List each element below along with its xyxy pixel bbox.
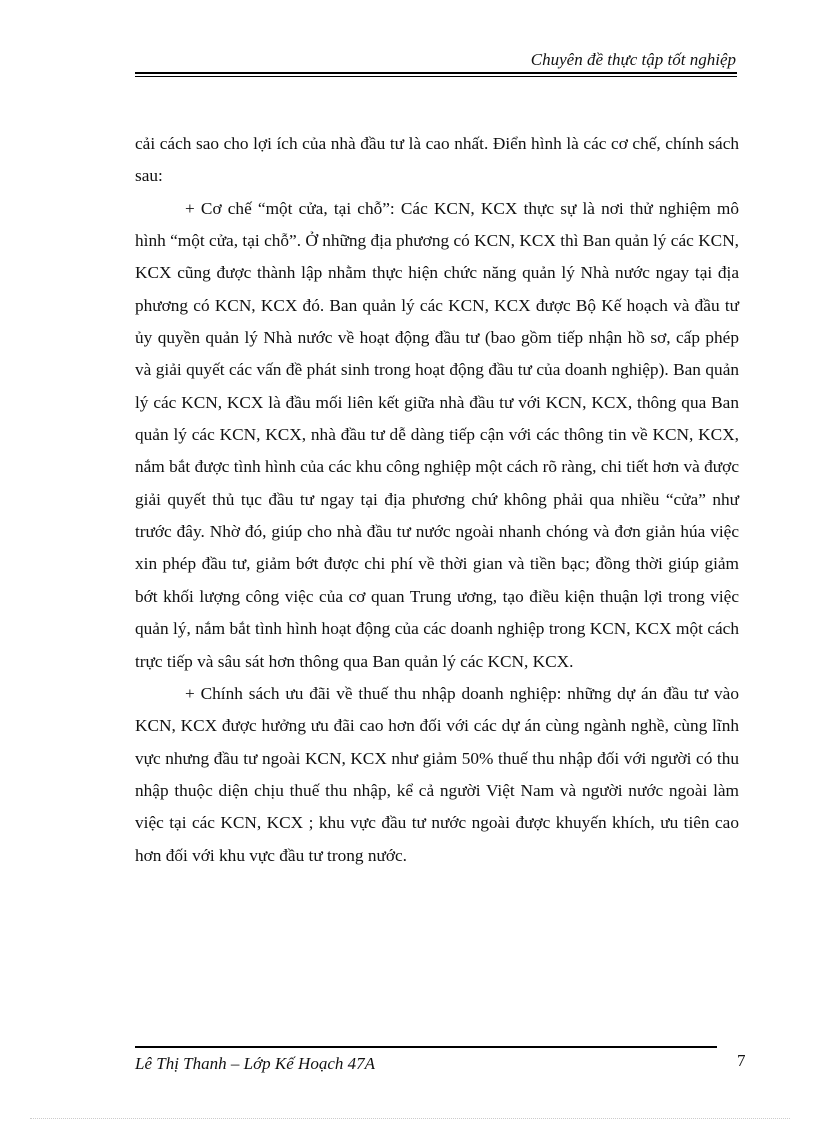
footer-rule xyxy=(135,1046,717,1048)
header-rule xyxy=(135,72,737,74)
body-text xyxy=(135,128,739,872)
paragraph-one-stop-mechanism: + Cơ chế “một cửa, tại chỗ”: Các KCN, KCX thực sự là nơi thử nghiệm mô hình “một cửa, tại chỗ”. Ở những địa phương có KCN, KCX thì Ban quản lý các KCN, KCX cũng được thành lập nhằm thực hiện chức năng quản lý Nhà nước ngay tại địa phương có KCN, KCX đó. Ban quản lý các KCN, KCX được Bộ Kế hoạch và đầu tư ủy quyền quản lý Nhà nước về hoạt động đầu tư (bao gồm tiếp nhận hồ sơ, cấp phép và giải quyết các vấn đề phát sinh trong hoạt động đầu tư của doanh nghiệp). Ban quản lý các KCN, KCX là đầu mối liên kết giữa nhà đầu tư với KCN, KCX, thông qua Ban quản lý các KCN, KCX, nhà đầu tư dễ dàng tiếp cận với các thông tin về KCN, KCX, nắm bắt được tình hình của các khu công nghiệp một cách rõ ràng, chi tiết hơn và được giải quyết thủ tục đầu tư ngay tại địa phương chứ không phải qua nhiều “cửa” như trước đây. Nhờ đó, giúp cho nhà đầu tư nước ngoài nhanh chóng và đơn giản húa việc xin phép đầu tư, giảm bớt được chi phí về thời gian và tiền bạc; đồng thời giúp giảm bớt khối lượng công việc của cơ quan Trung ương, tạo điều kiện thuận lợi trong việc quản lý, nắm bắt tình hình hoạt động của các doanh nghiệp trong KCN, KCX một cách trực tiếp và sâu sát hơn thông qua Ban quản lý các KCN, KCX. xyxy=(135,198,739,671)
paragraph-intro: cải cách sao cho lợi ích của nhà đầu tư là cao nhất. Điển hình là các cơ chế, chính sách sau: xyxy=(135,134,739,186)
footer-author: Lê Thị Thanh – Lớp Kế Hoạch 47A xyxy=(135,1054,376,1073)
header-rule-thin xyxy=(135,76,737,77)
page-number: 7 xyxy=(737,1051,746,1070)
page-bottom-divider xyxy=(30,1118,790,1119)
paragraph-tax-incentive: + Chính sách ưu đãi về thuế thu nhập doanh nghiệp: những dự án đầu tư vào KCN, KCX được hưởng ưu đãi cao hơn đối với các dự án cùng ngành nghề, cùng lĩnh vực nhưng đầu tư ngoài KCN, KCX như giảm 50% thuế thu nhập đối với người có thu nhập thuộc diện chịu thuế thu nhập, kể cả người Việt Nam và người nước ngoài làm việc tại các KCN, KCX ; khu vực đầu tư nước ngoài được khuyến khích, ưu tiên cao hơn đối với khu vực đầu tư trong nước. xyxy=(135,683,739,865)
header-title: Chuyên đề thực tập tốt nghiệp xyxy=(530,50,736,69)
